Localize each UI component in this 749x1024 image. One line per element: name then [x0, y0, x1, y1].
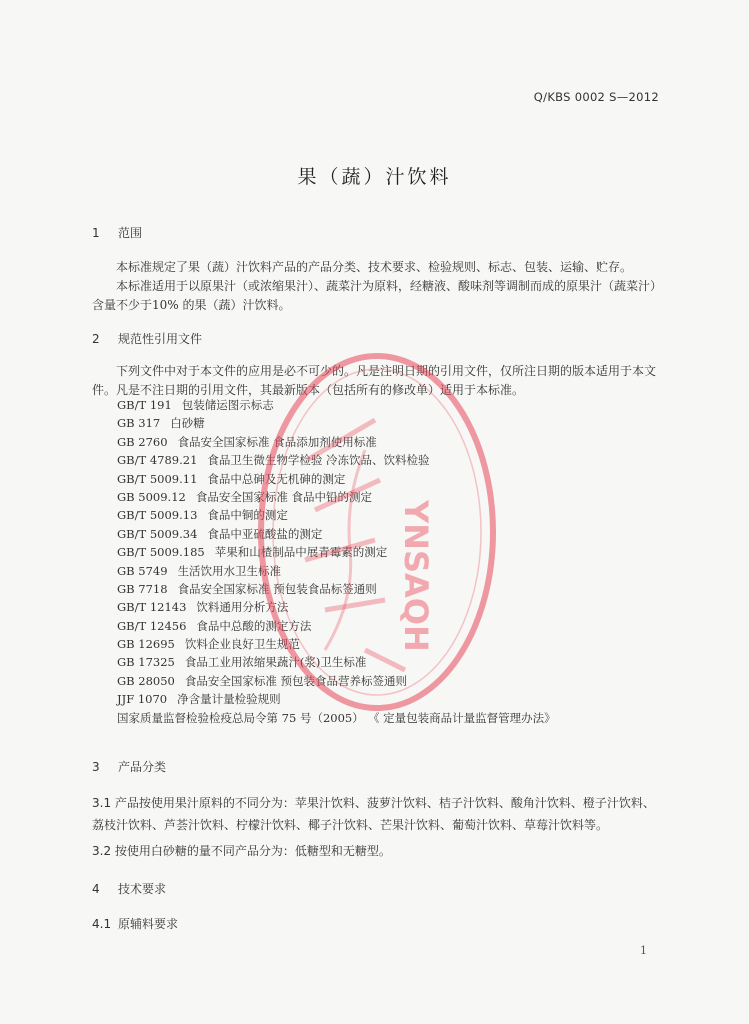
section-number: 3	[92, 760, 100, 774]
section-number: 2	[92, 332, 100, 346]
reference-title: 食品工业用浓缩果蔬汁(浆)卫生标准	[184, 655, 367, 670]
reference-code: GB 2760	[117, 434, 168, 449]
classification-3-2	[92, 840, 660, 862]
section-title: 产品分类	[118, 760, 167, 774]
reference-item	[117, 396, 667, 414]
reference-item	[117, 451, 667, 469]
reference-title: 食品中亚硫酸盐的测定	[207, 526, 323, 541]
reference-title: 生活饮用水卫生标准	[177, 563, 282, 578]
reference-code: GB 317	[117, 416, 161, 431]
scope-paragraph-1: 本标准规定了果（蔬）汁饮料产品的产品分类、技术要求、检验规则、标志、包装、运输、贮存。	[116, 260, 633, 274]
reference-item	[117, 525, 667, 543]
reference-item	[117, 580, 667, 598]
stamp-latin-text: YNSAQH	[397, 500, 435, 652]
reference-code: GB 5749	[117, 563, 168, 578]
reference-code: GB 7718	[117, 581, 168, 596]
reference-code: GB/T 5009.11	[117, 471, 198, 486]
section-2-heading	[92, 330, 202, 347]
section-title: 规范性引用文件	[118, 332, 203, 346]
reference-code: GB/T 12143	[117, 600, 187, 615]
classification-3-1	[92, 792, 660, 836]
reference-code: GB/T 4789.21	[117, 453, 198, 468]
reference-code: GB 17325	[117, 655, 175, 670]
section-3-heading	[92, 758, 166, 775]
reference-code: GB/T 12456	[117, 618, 187, 633]
reference-item	[117, 653, 667, 671]
reference-item	[117, 617, 667, 635]
reference-title: 食品卫生微生物学检验 冷冻饮品、饮料检验	[207, 453, 430, 468]
reference-code: GB/T 5009.34	[117, 526, 198, 541]
reference-item	[117, 598, 667, 616]
reference-title: 食品安全国家标准 食品添加剂使用标准	[177, 434, 377, 449]
reference-item	[117, 635, 667, 653]
reference-title: 食品中总砷及无机砷的测定	[207, 471, 346, 486]
reference-item	[117, 672, 667, 690]
section-number: 4.1	[92, 917, 112, 931]
reference-title: 食品安全国家标准 预包装食品营养标签通则	[184, 673, 408, 688]
reference-code: GB 12695	[117, 637, 175, 652]
reference-list	[117, 396, 667, 727]
page-number: 1	[640, 944, 647, 957]
reference-title: 食品安全国家标准 食品中铅的测定	[195, 489, 373, 504]
section-title: 范围	[118, 226, 143, 240]
reference-code: 国家质量监督检验检疫总局令第 75 号（2005）	[117, 710, 364, 725]
reference-title: 饮料企业良好卫生规范	[184, 637, 300, 652]
reference-title: 白砂糖	[170, 416, 205, 431]
reference-title: 饮料通用分析方法	[196, 600, 289, 615]
reference-title: 净含量计量检验规则	[177, 692, 281, 707]
section-4-1-heading	[92, 915, 178, 932]
scope-paragraphs	[92, 258, 660, 315]
section-title: 技术要求	[118, 882, 167, 896]
section-title: 原辅料要求	[118, 917, 179, 931]
reference-title: 食品中总酸的测定方法	[196, 618, 312, 633]
reference-title: 《 定量包装商品计量监督管理办法》	[373, 710, 556, 725]
reference-item	[117, 488, 667, 506]
reference-item	[117, 543, 667, 561]
reference-item	[117, 414, 667, 432]
reference-item	[117, 690, 667, 708]
reference-title: 食品安全国家标准 预包装食品标签通则	[177, 581, 377, 596]
reference-code: GB 5009.12	[117, 489, 186, 504]
reference-item	[117, 470, 667, 488]
document-title: 果（蔬）汁饮料	[297, 166, 452, 188]
section-1-heading	[92, 224, 142, 241]
references-intro-text: 下列文件中对于本文件的应用是必不可少的。凡是注明日期的引用文件，仅所注日期的版本适用于本文件。凡是不注日期的引用文件，其最新版本（包括所有的修改单）适用于本标准。	[92, 364, 657, 397]
standard-code: Q/KBS 0002 S—2012	[533, 90, 659, 104]
reference-item	[117, 709, 667, 727]
reference-code: GB 28050	[117, 673, 175, 688]
classification-paragraph-2: 3.2 按使用白砂糖的量不同产品分为：低糖型和无糖型。	[92, 844, 391, 858]
reference-code: GB/T 191	[117, 398, 172, 412]
reference-title: 食品中铜的测定	[207, 508, 288, 523]
reference-item	[117, 433, 667, 451]
classification-paragraph-1: 3.1 产品按使用果汁原料的不同分为：苹果汁饮料、菠萝汁饮料、桔子汁饮料、酸角汁饮料、橙子汁饮料、荔枝汁饮料、芦荟汁饮料、柠檬汁饮料、椰子汁饮料、芒果汁饮料、葡萄汁饮料、草莓汁饮料等。	[92, 796, 655, 832]
reference-item	[117, 562, 667, 580]
section-number: 4	[92, 882, 100, 896]
section-4-heading	[92, 880, 166, 897]
section-number: 1	[92, 226, 100, 240]
reference-code: GB/T 5009.13	[117, 508, 198, 523]
reference-title: 包装储运图示标志	[181, 398, 274, 412]
reference-code: JJF 1070	[117, 692, 168, 707]
reference-item	[117, 506, 667, 524]
scope-paragraph-2: 本标准适用于以原果汁（或浓缩果汁）、蔬菜汁为原料，经糖液、酸味剂等调制而成的原果汁（蔬菜汁）含量不少于10% 的果（蔬）汁饮料。	[92, 279, 657, 312]
reference-code: GB/T 5009.185	[117, 545, 205, 560]
reference-title: 苹果和山楂制品中展青霉素的测定	[214, 545, 388, 560]
references-intro	[92, 362, 660, 400]
